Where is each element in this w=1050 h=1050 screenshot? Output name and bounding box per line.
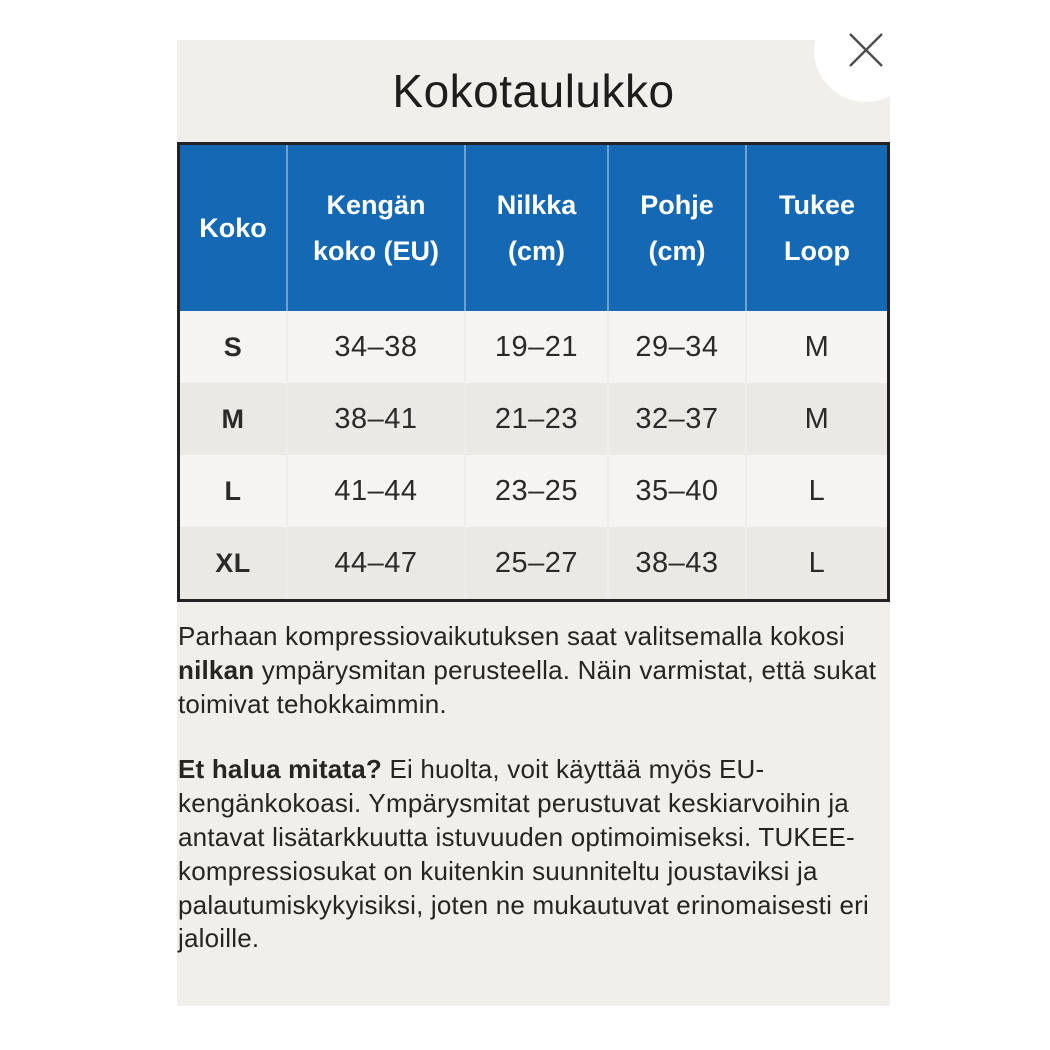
- cell-calf: 32–37: [607, 383, 745, 455]
- column-header-kengan-koko: Kengän koko (EU): [286, 145, 464, 311]
- size-table: [177, 142, 890, 602]
- cell-loop: L: [745, 527, 887, 599]
- paragraph-no-measure: [178, 753, 889, 956]
- text-segment: Ei huolta, voit käyttää myös EU-kengänkokoasi. Ympärysmitat perustuvat keskiarvoihin ja antavat lisätarkkuutta istuvuuden optimoimiseksi. TUKEE-kompressiosukat on kuitenkin suunniteltu joustaviksi ja palautumiskykyisiksi, joten ne mukautuvat erinomaisesti eri jaloille.: [178, 754, 869, 954]
- text-segment: Parhaan kompressiovaikutuksen saat valitsemalla kokosi: [178, 621, 845, 651]
- cell-loop: M: [745, 311, 887, 383]
- cell-size: M: [221, 403, 245, 434]
- cell-calf: 29–34: [607, 311, 745, 383]
- size-chart-dialog: [177, 40, 890, 1006]
- table-header-row: [180, 145, 887, 311]
- dialog-title: Kokotaulukko: [392, 65, 675, 117]
- table-row-m: [180, 383, 887, 455]
- close-button[interactable]: [844, 28, 888, 72]
- paragraph-measure-advice: [178, 620, 889, 721]
- cell-size: L: [224, 475, 242, 506]
- cell-calf: 35–40: [607, 455, 745, 527]
- column-header-nilkka: Nilkka (cm): [464, 145, 607, 311]
- table-row-xl: [180, 527, 887, 599]
- cell-loop: M: [745, 383, 887, 455]
- table-row-s: [180, 311, 887, 383]
- text-segment: ympärysmitan perusteella. Näin varmistat, että sukat toimivat tehokkaimmin.: [178, 654, 877, 719]
- cell-ankle: 21–23: [464, 383, 607, 455]
- close-icon: [846, 30, 886, 70]
- cell-shoe: 34–38: [286, 311, 464, 383]
- cell-ankle: 19–21: [464, 311, 607, 383]
- cell-calf: 38–43: [607, 527, 745, 599]
- text-segment-bold: Et halua mitata?: [178, 754, 383, 785]
- cell-shoe: 44–47: [286, 527, 464, 599]
- cell-ankle: 23–25: [464, 455, 607, 527]
- description-text: [178, 620, 889, 956]
- cell-loop: L: [745, 455, 887, 527]
- text-segment-bold: nilkan: [178, 654, 255, 685]
- cell-size: S: [223, 331, 243, 362]
- column-header-pohje: Pohje (cm): [607, 145, 745, 311]
- column-header-tukee-loop: Tukee Loop: [745, 145, 887, 311]
- cell-size: XL: [215, 547, 251, 578]
- column-header-koko: Koko: [199, 212, 267, 243]
- cell-shoe: 38–41: [286, 383, 464, 455]
- table-row-l: [180, 455, 887, 527]
- cell-ankle: 25–27: [464, 527, 607, 599]
- cell-shoe: 41–44: [286, 455, 464, 527]
